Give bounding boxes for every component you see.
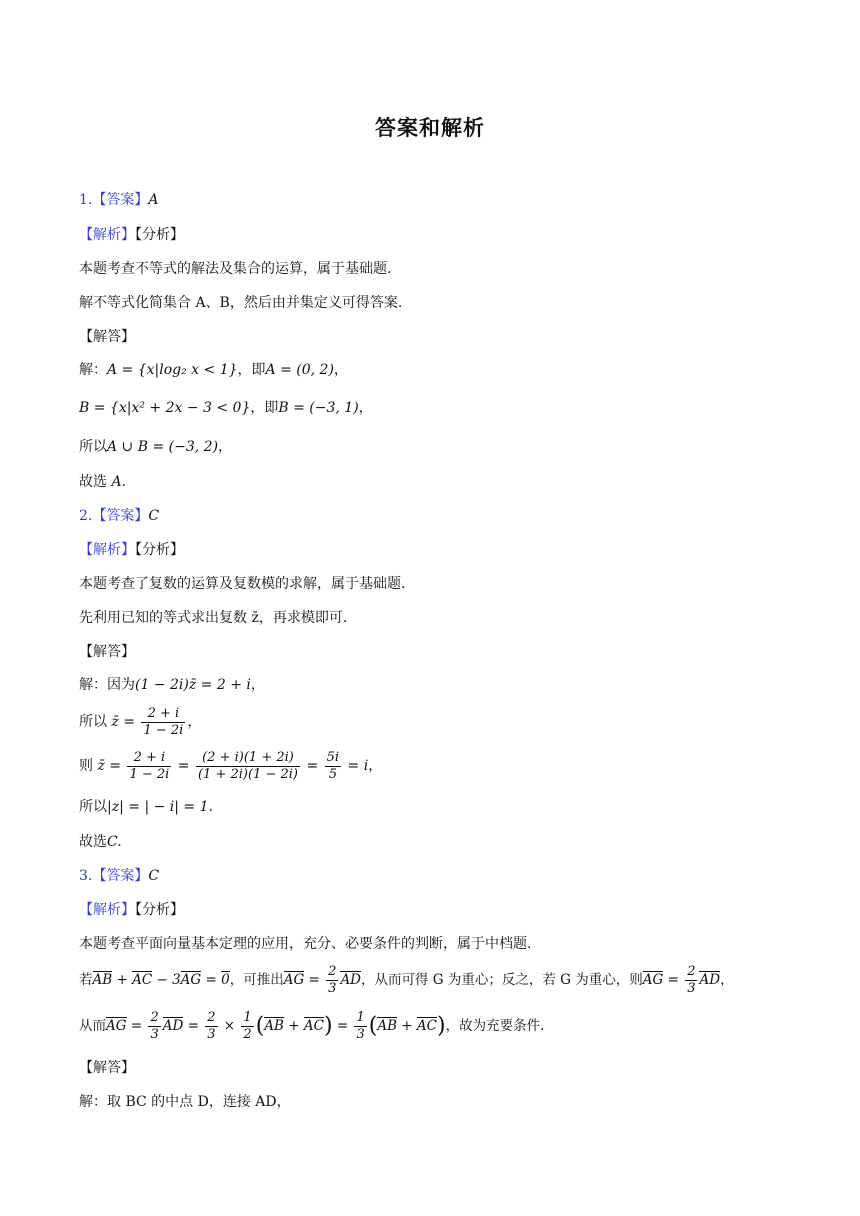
q1-step-1-mid: ，即 [237, 362, 266, 378]
q3-analysis-text-1: 本题考查平面向量基本定理的应用，充分、必要条件的判断，属于中档题. [79, 936, 532, 952]
q2-step-3-suffix: ， [368, 758, 383, 774]
q2-step-3-fraction-2 [196, 750, 300, 783]
q1-analysis-header [79, 225, 184, 245]
q2-step-1-prefix: 解：因为 [79, 677, 135, 693]
q2-jieda-label: 【解答】 [79, 644, 135, 660]
q2-step-3-prefix: 则 [79, 758, 93, 774]
q3-line2-mid: ，可推出 [229, 972, 284, 988]
q1-analysis-text-2: 解不等式化简集合 A、B，然后由并集定义可得答案. [79, 295, 403, 311]
fraction-two-thirds [205, 1010, 217, 1043]
q1-step-2-mid: ，即 [250, 400, 279, 416]
fraction-denominator: 5 [328, 766, 337, 782]
plus-sign: + [112, 972, 133, 988]
equals-sign: = [183, 1018, 204, 1034]
vector-ac: AC [416, 1018, 437, 1034]
q1-step-1-math2: A = (0, 2) [265, 362, 334, 378]
fraction-numerator: 5i [326, 749, 340, 765]
fraction-one-half [241, 1010, 253, 1043]
q1-step-1-suffix: ， [333, 362, 348, 378]
vector-ag: AG [180, 972, 202, 988]
q2-step-1-math: (1 − 2i)z̄ = 2 + i [135, 677, 251, 693]
q2-step-3-equals-2: = [306, 758, 319, 774]
vector-ag: AG [106, 1018, 127, 1034]
q1-step-2-math2: B = (−3, 1) [278, 400, 359, 416]
equals-sign: = [663, 972, 684, 988]
equals-sign: = [201, 972, 222, 988]
q1-step-3 [79, 437, 232, 457]
q3-line3-suffix: ，故为充要条件. [445, 1018, 545, 1034]
fraction-denominator: 3 [207, 1027, 216, 1042]
q2-step-4-math: |z| = | − i| = 1. [107, 799, 213, 815]
vector-ac: AC [303, 1018, 324, 1034]
vector-ad: AD [162, 1018, 184, 1034]
q3-analysis-text-3 [79, 1008, 544, 1045]
minus-sign: − 3 [152, 972, 181, 988]
q1-answer-line [79, 190, 158, 210]
fraction-numerator: 2 [150, 1010, 159, 1025]
q3-line2-text: ，从而可得 G 为重心；反之，若 G 为重心，则 [361, 972, 643, 988]
vector-ag: AG [642, 972, 664, 988]
page-title: 答案和解析 [375, 116, 485, 140]
q2-step-4 [79, 797, 213, 817]
q1-answer: A [148, 192, 159, 208]
fraction-numerator: 2 [687, 964, 696, 979]
q2-step-2-fraction [141, 706, 185, 739]
fraction-two-thirds [326, 964, 338, 997]
fraction-numerator: 2 [328, 964, 337, 979]
q2-step-3-fraction-1 [127, 750, 171, 783]
fraction-denominator: 3 [687, 981, 696, 996]
equals-sign: = [304, 972, 325, 988]
q2-step-2-prefix: 所以 [79, 714, 107, 730]
q1-step-3-math: A ∪ B = (−3, 2) [107, 439, 219, 455]
vector-ag: AG [283, 972, 305, 988]
fraction-two-thirds [148, 1010, 160, 1043]
q2-step-3 [79, 748, 382, 784]
open-paren: ( [368, 1013, 378, 1039]
q2-step-2 [79, 704, 201, 740]
q1-step-3-suffix: ， [218, 439, 233, 455]
q1-conclusion [79, 472, 126, 492]
q3-answer-label: 3.【答案】 [79, 868, 149, 884]
q2-conclusion-math: C. [107, 834, 122, 850]
fraction-denominator: 2 [243, 1027, 252, 1042]
vector-ab: AB [377, 1018, 397, 1034]
q1-fenxi-label: 【分析】 [135, 227, 184, 243]
q1-analysis-label: 【解析】 [79, 227, 135, 243]
vector-ad: AD [340, 972, 362, 988]
q1-answer-label: 1.【答案】 [79, 192, 149, 208]
close-paren: ) [437, 1013, 446, 1039]
q2-step-4-prefix: 所以 [79, 799, 107, 815]
q2-answer: C [148, 508, 160, 524]
equals-sign: = [332, 1018, 353, 1034]
plus-sign: + [397, 1018, 417, 1034]
q1-step-2-math: B = {x|x² + 2x − 3 < 0} [79, 400, 251, 416]
q3-line3-prefix: 从而 [79, 1018, 106, 1034]
q2-analysis-header [79, 540, 184, 560]
q1-step-3-prefix: 所以 [79, 439, 107, 455]
q3-line2-suffix: ， [720, 972, 734, 988]
q1-step-1 [79, 360, 348, 380]
fraction-two-thirds [685, 964, 697, 997]
q3-analysis-label: 【解析】 [79, 902, 135, 918]
q1-step-1-math: A = {x|log₂ x < 1} [107, 362, 238, 378]
q1-jieda-label: 【解答】 [79, 329, 135, 345]
q1-analysis-text-1: 本题考查不等式的解法及集合的运算，属于基础题. [79, 261, 392, 277]
q2-step-1-suffix: ， [250, 677, 265, 693]
q2-step-3-tail: = i [347, 758, 369, 774]
q3-analysis-header [79, 900, 184, 920]
times-sign: × [219, 1018, 240, 1034]
open-paren: ( [255, 1013, 265, 1039]
q3-answer: C [148, 868, 160, 884]
q3-fenxi-label: 【分析】 [135, 902, 184, 918]
vector-ac: AC [132, 972, 153, 988]
q1-step-1-prefix: 解： [79, 362, 107, 378]
plus-sign: + [283, 1018, 304, 1034]
vector-ab: AB [264, 1018, 284, 1034]
fraction-numerator: 2 + i [141, 706, 185, 723]
fraction-denominator: 1 − 2i [129, 766, 170, 782]
q3-line2-prefix: 若 [79, 972, 93, 988]
q2-step-1 [79, 675, 265, 695]
q3-jieda-label: 【解答】 [79, 1060, 135, 1076]
close-paren: ) [323, 1013, 333, 1039]
fraction-numerator: 1 [243, 1010, 252, 1025]
q2-conclusion-prefix: 故选 [79, 834, 107, 850]
q2-fenxi-label: 【分析】 [135, 542, 184, 558]
fraction-numerator: 2 [207, 1010, 216, 1025]
q3-analysis-text-2 [79, 962, 734, 998]
q2-analysis-text-2: 先利用已知的等式求出复数 z̄，再求模即可. [79, 610, 348, 626]
fraction-denominator: 3 [150, 1027, 159, 1042]
fraction-numerator: 2 + i [127, 750, 171, 767]
q3-step-1: 解：取 BC 的中点 D，连接 AD， [79, 1094, 291, 1110]
q2-answer-label: 2.【答案】 [79, 508, 149, 524]
fraction-numerator: (2 + i)(1 + 2i) [196, 750, 300, 767]
q2-conclusion [79, 832, 122, 852]
q1-conclusion-prefix: 故选 [79, 474, 107, 490]
q2-step-2-lhs: z̄ = [111, 714, 136, 730]
fraction-one-third [354, 1010, 366, 1043]
equals-sign: = [126, 1018, 147, 1034]
q1-conclusion-math: A. [111, 474, 127, 490]
fraction-denominator: 3 [328, 981, 337, 996]
q1-step-2-suffix: ， [358, 400, 373, 416]
fraction-denominator: (1 + 2i)(1 − 2i) [197, 766, 298, 782]
vector-ad: AD [699, 972, 721, 988]
fraction-numerator: 1 [356, 1010, 365, 1025]
q2-analysis-label: 【解析】 [79, 542, 135, 558]
q2-step-3-fraction-3 [325, 750, 341, 783]
q2-answer-line [79, 506, 159, 526]
q2-step-3-equals: = [177, 758, 190, 774]
vector-ab: AB [92, 972, 113, 988]
q2-step-3-lhs: z̄ = [97, 758, 122, 774]
fraction-denominator: 1 − 2i [143, 722, 184, 738]
q2-analysis-text-1: 本题考查了复数的运算及复数模的求解，属于基础题. [79, 576, 406, 592]
q3-answer-line [79, 866, 159, 886]
q1-step-2 [79, 398, 373, 418]
fraction-denominator: 3 [356, 1027, 365, 1042]
q2-step-2-suffix: ， [187, 714, 202, 730]
zero-vector: 0 [221, 972, 230, 988]
